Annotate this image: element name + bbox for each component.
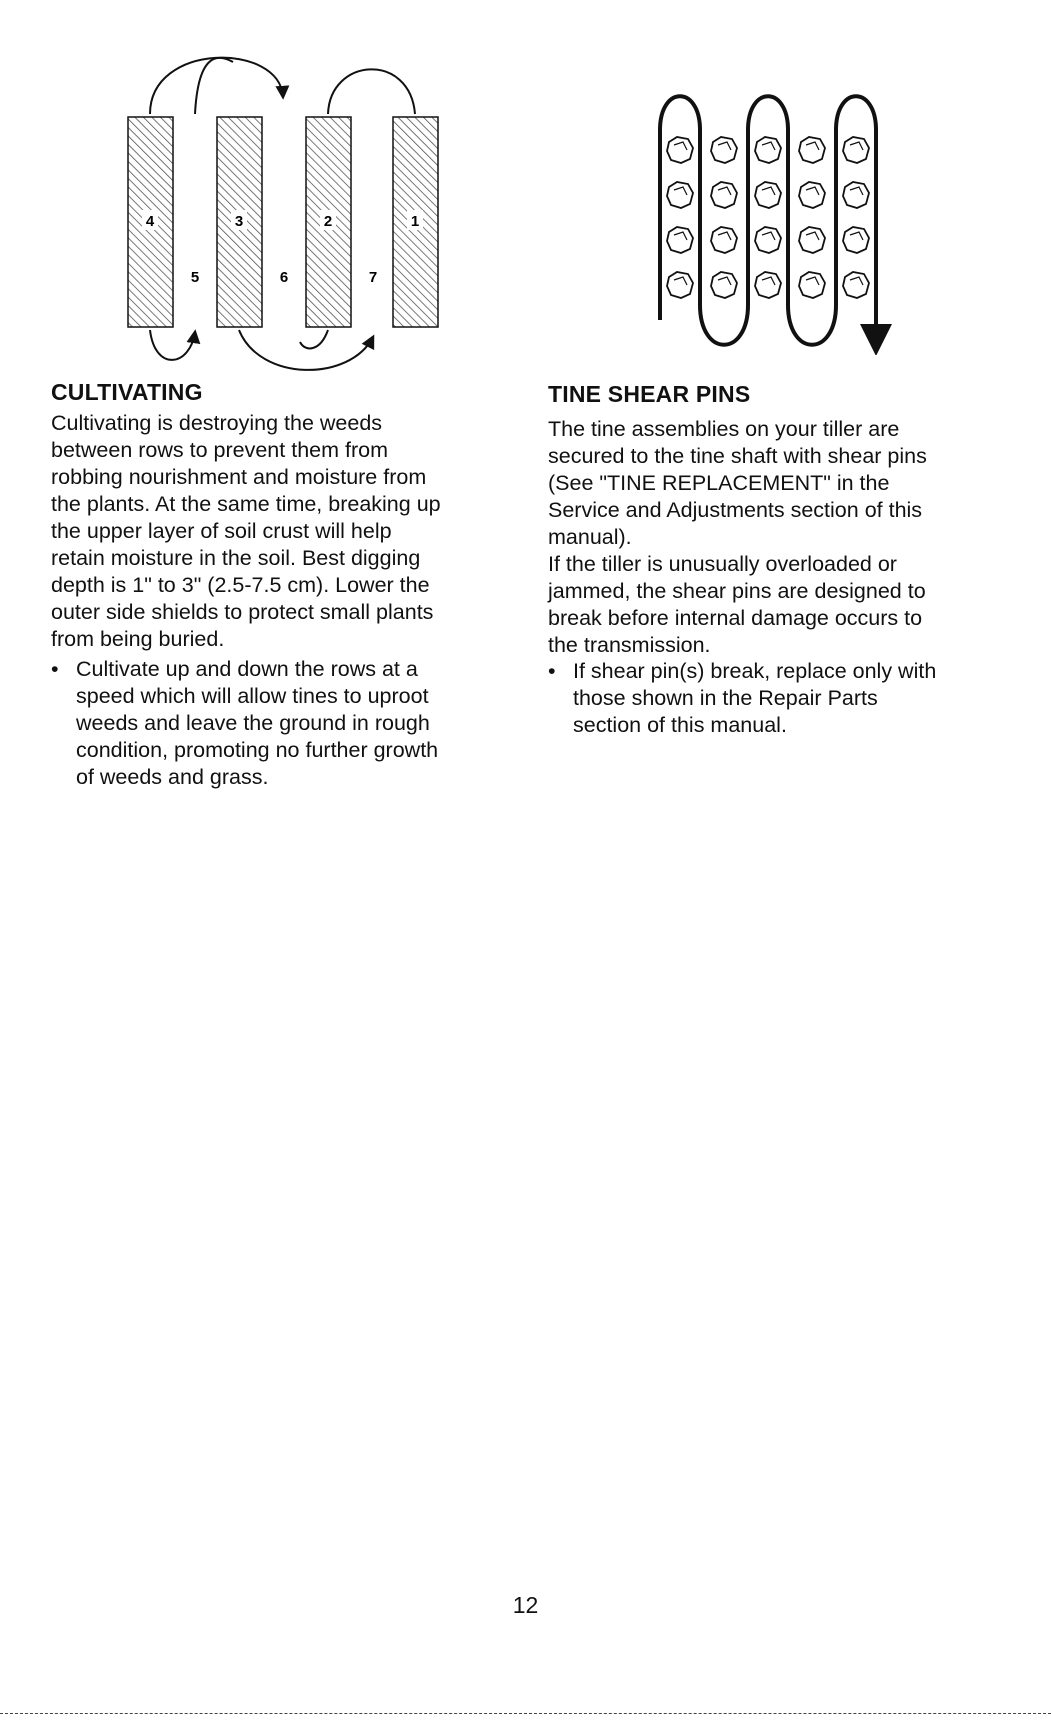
travel-arrow [150, 58, 283, 114]
tine-shear-pins-heading: TINE SHEAR PINS [548, 381, 751, 407]
soil-clod [755, 137, 781, 163]
bullet-marker: • [548, 659, 556, 683]
path-label: 6 [279, 269, 289, 286]
soil-clod [755, 272, 781, 298]
row-label: 4 [145, 213, 155, 230]
cultivating-paragraph: Cultivating is destroying the weeds between rows to prevent them from robbing nourishment and moisture from the plants. At the same time, breaking up the upper layer of soil crust will help retain moisture in the soil. Best digging depth is 1" to 3" (2.5-7.5 cm). Lower the outer side shields to protect small plants from being buried. [51, 411, 441, 651]
tine-shear-pins-bullet-item [548, 658, 1018, 748]
soil-clod [667, 137, 693, 163]
soil-clod [667, 227, 693, 253]
page-number: 12 [512, 1592, 539, 1618]
page-edge-divider [0, 1713, 1051, 1714]
cultivating-bullet-text: Cultivate up and down the rows at a speed which will allow tines to uproot weeds and leave the ground in rough condition, promoting no further growth of weeds and grass. [76, 657, 439, 789]
path-label: 5 [190, 269, 200, 286]
soil-clod [799, 272, 825, 298]
soil-clod [711, 272, 737, 298]
cultivating-heading: CULTIVATING [51, 379, 203, 405]
soil-clod [843, 227, 869, 253]
travel-arrow [328, 69, 415, 114]
soil-clod [711, 182, 737, 208]
cultivation-pattern-diagram [120, 52, 460, 372]
cultivating-bullet-item [51, 656, 521, 796]
path-label: 7 [368, 269, 378, 286]
travel-arrow [239, 330, 373, 370]
soil-clod [711, 137, 737, 163]
soil-clod [667, 272, 693, 298]
travel-arrow [150, 330, 195, 360]
travel-arrow [300, 330, 328, 348]
soil-clod [755, 182, 781, 208]
soil-clod [755, 227, 781, 253]
soil-clod [843, 137, 869, 163]
bullet-marker: • [51, 657, 59, 681]
soil-clod [799, 182, 825, 208]
row-label: 2 [323, 213, 333, 230]
soil-clod [843, 272, 869, 298]
tine-shear-pins-bullet-text: If shear pin(s) break, replace only with those shown in the Repair Parts section of this manual. [573, 659, 937, 737]
soil-clod [711, 227, 737, 253]
soil-clod [799, 137, 825, 163]
soil-clod [667, 182, 693, 208]
tine-shear-pins-paragraph: The tine assemblies on your tiller are secured to the tine shaft with shear pins (See "TINE REPLACEMENT" in the Service and Adjustments section of this manual). If the tiller is unusually overloaded or jammed, the shear pins are designed to break before internal damage occurs to the transmission. [548, 417, 927, 657]
travel-path [660, 96, 876, 345]
row-label: 1 [410, 213, 420, 230]
soil-clod [843, 182, 869, 208]
row-label: 3 [234, 213, 244, 230]
tine-serpentine-diagram [640, 90, 920, 355]
soil-clod [799, 227, 825, 253]
travel-arrow [195, 58, 233, 114]
